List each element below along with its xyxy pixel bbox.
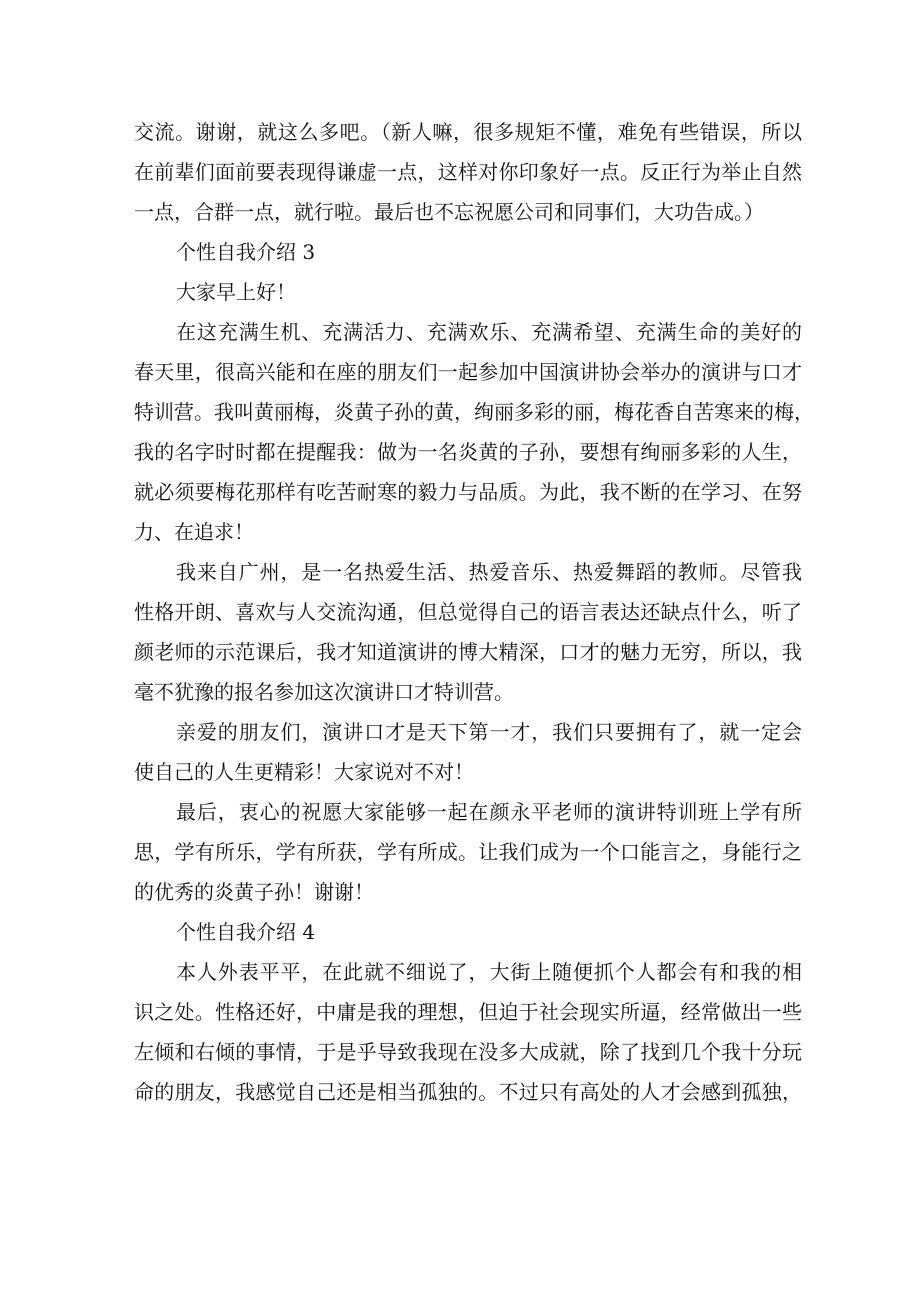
paragraph-line: 颜老师的示范课后，我才知道演讲的博大精深，口才的魅力无穷，所以，我: [134, 640, 802, 664]
paragraph: [134, 272, 802, 312]
paragraph-line: 在这充满生机、充满活力、充满欢乐、充满希望、充满生命的美好的: [176, 320, 802, 344]
paragraph-line: 交流。谢谢，就这么多吧。（新人嘛，很多规矩不懂，难免有些错误，所以: [134, 120, 802, 144]
paragraph-line: 一点，合群一点，就行啦。最后也不忘祝愿公司和同事们，大功告成。）: [134, 200, 764, 224]
paragraph-line: 使自己的人生更精彩！大家说对不对！: [134, 760, 474, 784]
paragraph-line: 我来自广州，是一名热爱生活、热爱音乐、热爱舞蹈的教师。尽管我: [176, 560, 802, 584]
paragraph-line: 特训营。我叫黄丽梅，炎黄子孙的黄，绚丽多彩的丽，梅花香自苦寒来的梅，: [134, 400, 814, 424]
document-body: [134, 112, 814, 1112]
paragraph-line: 力、在追求！: [134, 520, 254, 544]
paragraph-line: 本人外表平平，在此就不细说了，大街上随便抓个人都会有和我的相: [176, 960, 802, 984]
section-heading: 个性自我介绍 4: [176, 920, 316, 944]
paragraph: [134, 792, 802, 912]
section-heading: 个性自我介绍 3: [176, 240, 316, 264]
paragraph-line: 大家早上好！: [176, 280, 296, 304]
paragraph-line: 春天里，很高兴能和在座的朋友们一起参加中国演讲协会举办的演讲与口才: [134, 360, 802, 384]
paragraph: [134, 712, 802, 792]
paragraph-line: 就必须要梅花那样有吃苦耐寒的毅力与品质。为此，我不断的在学习、在努: [134, 480, 802, 504]
paragraph-line: 亲爱的朋友们，演讲口才是天下第一才，我们只要拥有了，就一定会: [176, 720, 802, 744]
paragraph-line: 最后，衷心的祝愿大家能够一起在颜永平老师的演讲特训班上学有所: [176, 800, 802, 824]
paragraph-line: 左倾和右倾的事情，于是乎导致我现在没多大成就，除了找到几个我十分玩: [134, 1040, 802, 1064]
paragraph-line: 性格开朗、喜欢与人交流沟通，但总觉得自己的语言表达还缺点什么，听了: [134, 600, 802, 624]
paragraph: [134, 312, 814, 552]
paragraph-line: 的优秀的炎黄子孙！谢谢！: [134, 880, 374, 904]
paragraph-line: 毫不犹豫的报名参加这次演讲口才特训营。: [134, 680, 514, 704]
paragraph: [134, 112, 802, 232]
paragraph: [134, 552, 802, 712]
paragraph: [134, 952, 802, 1112]
paragraph-line: 思，学有所乐，学有所获，学有所成。让我们成为一个口能言之，身能行之: [134, 840, 802, 864]
paragraph-line: 识之处。性格还好，中庸是我的理想，但迫于社会现实所逼，经常做出一些: [134, 1000, 802, 1024]
paragraph-line: 我的名字时时都在提醒我：做为一名炎黄的子孙，要想有绚丽多彩的人生，: [134, 440, 802, 464]
paragraph-line: 命的朋友，我感觉自己还是相当孤独的。不过只有高处的人才会感到孤独，: [134, 1080, 802, 1104]
paragraph-line: 在前辈们面前要表现得谦虚一点，这样对你印象好一点。反正行为举止自然: [134, 160, 802, 184]
